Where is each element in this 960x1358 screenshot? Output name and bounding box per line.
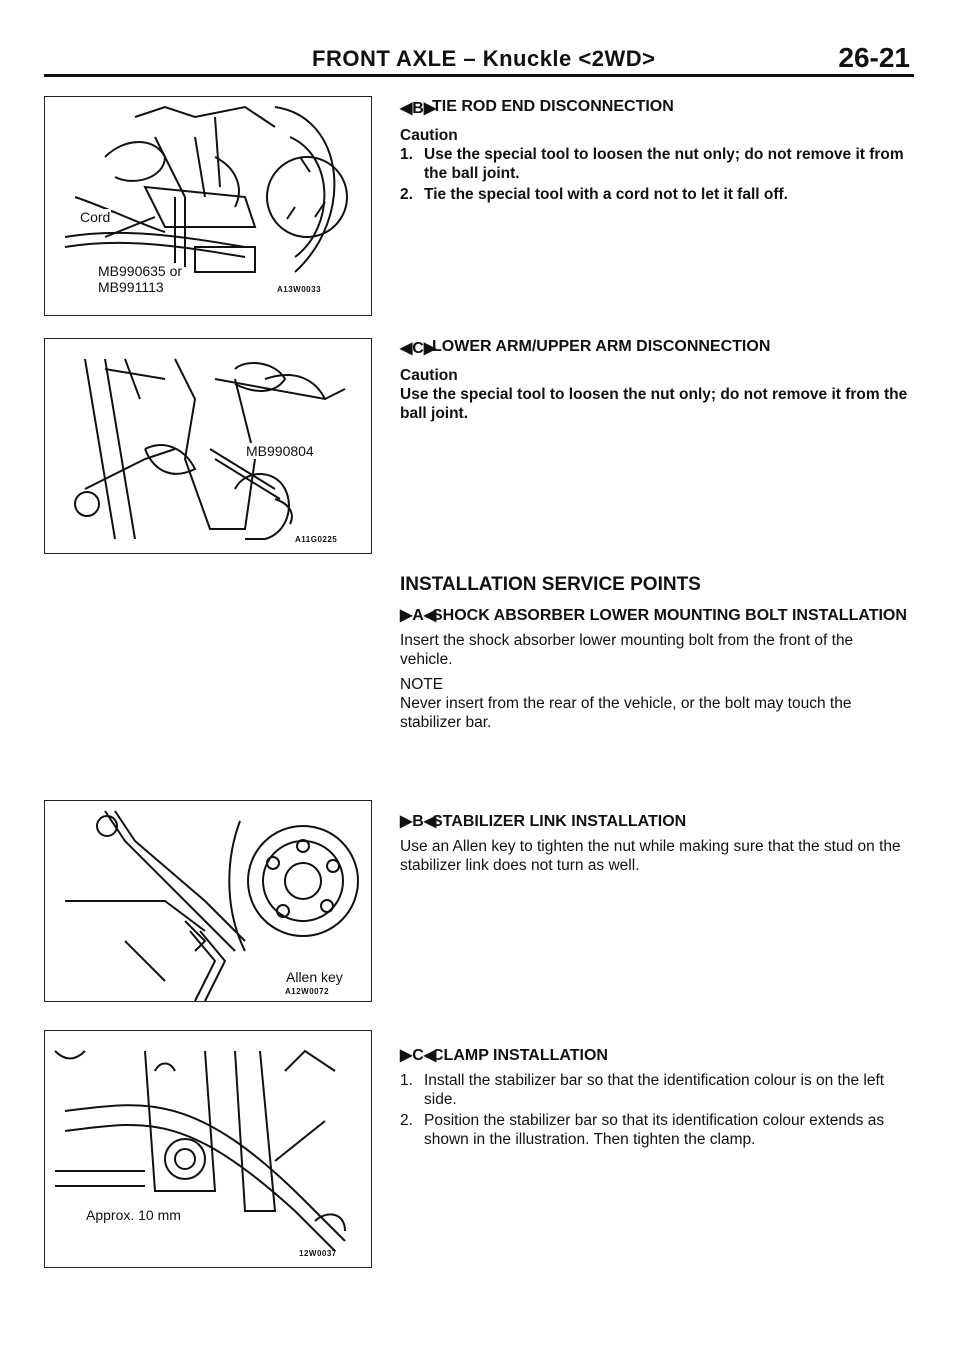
section-heading xyxy=(400,338,910,358)
section-heading xyxy=(400,812,910,831)
section-shock-absorber xyxy=(400,606,910,738)
installation-section xyxy=(400,574,910,596)
body-text: Insert the shock absorber lower mounting bolt from the front of the vehicle. xyxy=(400,632,854,668)
page-header xyxy=(44,40,914,77)
page-title: FRONT AXLE – Knuckle <2WD> xyxy=(312,46,656,71)
service-point-tag: ◀B▶ xyxy=(400,100,437,117)
service-point-tag: ▶B◀ xyxy=(400,813,437,830)
section-tie-rod xyxy=(400,98,910,206)
tool-label-1: MB990635 or xyxy=(98,263,183,279)
clamp-illustration xyxy=(45,1031,371,1267)
page-number: 26-21 xyxy=(838,42,910,73)
note-label: NOTE xyxy=(400,676,444,693)
cord-label: Cord xyxy=(80,209,111,225)
figure-code: A13W0033 xyxy=(277,285,322,294)
caution-label: Caution xyxy=(400,127,458,144)
section-lower-arm xyxy=(400,338,910,429)
figure-allen-key xyxy=(44,800,372,1002)
figure-code: A11G0225 xyxy=(295,535,338,544)
caution-block xyxy=(400,366,910,423)
list-item: 2. Tie the special tool with a cord not to let it fall off. xyxy=(400,186,788,203)
figure-tie-rod-tool xyxy=(44,96,372,316)
lower-arm-illustration xyxy=(45,339,371,553)
caution-text: Use the special tool to loosen the nut only; do not remove it from the ball joint. xyxy=(400,386,908,422)
figure-lower-arm-tool xyxy=(44,338,372,554)
section-heading xyxy=(400,1046,910,1065)
heading-text: LOWER ARM/UPPER ARM DISCONNECTION xyxy=(432,338,771,355)
figure-clamp xyxy=(44,1030,372,1268)
heading-text: CLAMP INSTALLATION xyxy=(432,1047,608,1064)
service-point-tag: ▶A◀ xyxy=(400,607,437,624)
service-point-tag: ◀C▶ xyxy=(400,340,437,357)
section-heading xyxy=(400,98,910,118)
figure-code: A12W0072 xyxy=(285,987,330,996)
heading-text: STABILIZER LINK INSTALLATION xyxy=(432,813,687,830)
service-point-tag: ▶C◀ xyxy=(400,1047,437,1064)
note-text: Never insert from the rear of the vehicle, or the bolt may touch the stabilizer bar. xyxy=(400,695,852,731)
body-text: Use an Allen key to tighten the nut while making sure that the stud on the stabilizer link does not turn as well. xyxy=(400,838,901,874)
heading-text: TIE ROD END DISCONNECTION xyxy=(432,98,674,115)
section-clamp xyxy=(400,1046,910,1151)
tie-rod-illustration xyxy=(45,97,371,315)
caution-block xyxy=(400,126,910,204)
list-item: 2. Position the stabilizer bar so that its identification colour extends as shown in the illustration. Then tighten the clamp. xyxy=(400,1112,885,1148)
installation-heading: INSTALLATION SERVICE POINTS xyxy=(400,574,701,595)
tool-label: MB990804 xyxy=(246,443,314,459)
instruction-list xyxy=(400,1071,910,1149)
dimension-label: Approx. 10 mm xyxy=(86,1207,181,1223)
section-heading xyxy=(400,606,910,625)
list-item: 1. Use the special tool to loosen the nut only; do not remove it from the ball joint. xyxy=(400,146,904,182)
list-item: 1. Install the stabilizer bar so that the identification colour is on the left side. xyxy=(400,1072,885,1108)
caution-list xyxy=(400,145,910,204)
caution-label: Caution xyxy=(400,367,458,384)
heading-text: SHOCK ABSORBER LOWER MOUNTING BOLT INSTALLATION xyxy=(432,607,907,624)
tool-label-2: MB991113 xyxy=(98,279,164,295)
figure-code: 12W0037 xyxy=(299,1249,337,1258)
allen-key-label: Allen key xyxy=(286,969,343,985)
section-stabilizer-link xyxy=(400,812,910,881)
